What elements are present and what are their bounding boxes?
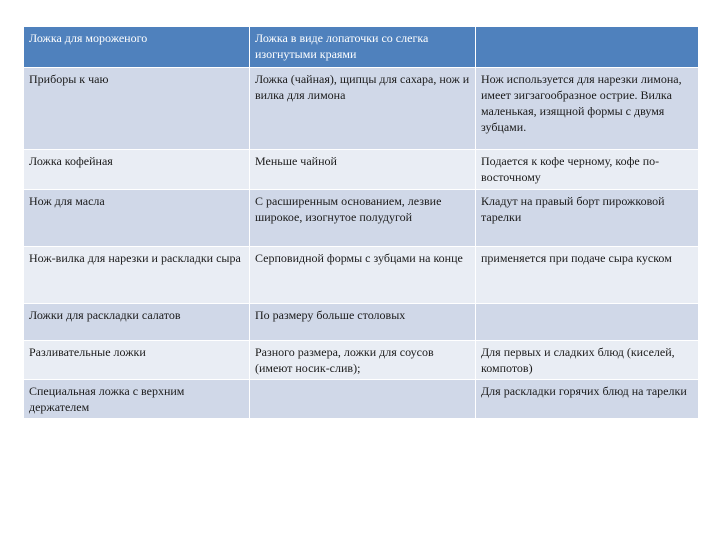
table-cell: Серповидной формы с зубцами на конце (250, 247, 476, 304)
table-cell: Ложка кофейная (24, 150, 250, 190)
table-cell: Подается к кофе черному, кофе по-восточному (476, 150, 699, 190)
table-cell: Разливательные ложки (24, 341, 250, 380)
table-header-row (24, 27, 699, 68)
header-cell: Ложка для мороженого (24, 27, 250, 68)
table-cell: применяется при подаче сыра куском (476, 247, 699, 304)
table-cell: Для первых и сладких блюд (киселей, компотов) (476, 341, 699, 380)
table-row (24, 341, 699, 380)
table-cell: Ложки для раскладки салатов (24, 304, 250, 341)
table-row (24, 190, 699, 247)
table-cell: Для раскладки горячих блюд на тарелки (476, 380, 699, 419)
table-cell: По размеру больше столовых (250, 304, 476, 341)
cutlery-table (23, 26, 699, 419)
table-cell: Нож используется для нарезки лимона, имеет зигзагообразное острие. Вилка маленькая, изящной формы с двумя зубцами. (476, 68, 699, 150)
table-cell: Ложка (чайная), щипцы для сахара, нож и вилка для лимона (250, 68, 476, 150)
table-cell (476, 304, 699, 341)
table-cell: Меньше чайной (250, 150, 476, 190)
table-row (24, 68, 699, 150)
table-cell: Кладут на правый борт пирожковой тарелки (476, 190, 699, 247)
header-cell (476, 27, 699, 68)
table-cell: Приборы к чаю (24, 68, 250, 150)
table-row (24, 150, 699, 190)
table-cell (250, 380, 476, 419)
table-cell: С расширенным основанием, лезвие широкое, изогнутое полудугой (250, 190, 476, 247)
table-cell: Разного размера, ложки для соусов (имеют носик-слив); (250, 341, 476, 380)
table-row (24, 247, 699, 304)
table-row (24, 380, 699, 419)
header-cell: Ложка в виде лопаточки со слегка изогнутыми краями (250, 27, 476, 68)
table-cell: Нож-вилка для нарезки и раскладки сыра (24, 247, 250, 304)
table-row (24, 304, 699, 341)
table-cell: Специальная ложка с верхним держателем (24, 380, 250, 419)
table-cell: Нож для масла (24, 190, 250, 247)
